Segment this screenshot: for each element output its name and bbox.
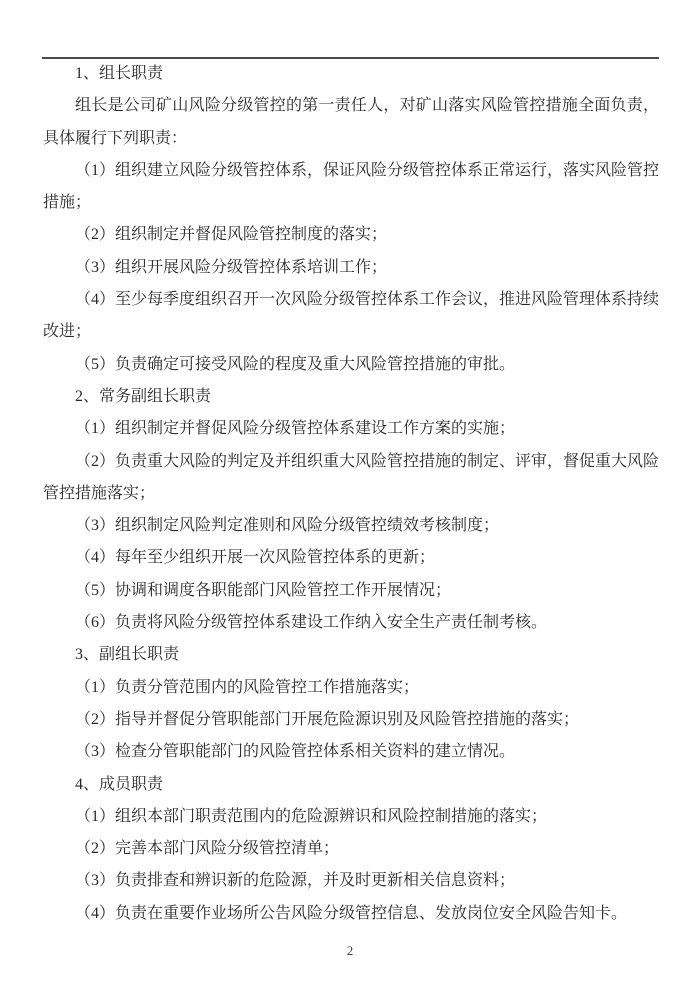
paragraph: （4）每年至少组织开展一次风险管控体系的更新；	[75, 549, 436, 567]
paragraph: （4）至少每季度组织召开一次风险分级管控体系工作会议，推进风险管理体系持续改进；	[43, 291, 660, 341]
document-body	[43, 58, 659, 930]
paragraph: 组长是公司矿山风险分级管控的第一责任人，对矿山落实风险管控措施全面负责，具体履行下列职责：	[43, 97, 659, 147]
paragraph: （3）组织制定风险判定准则和风险分级管控绩效考核制度；	[75, 517, 500, 535]
paragraph: （1）组织建立风险分级管控体系，保证风险分级管控体系正常运行，落实风险管控措施；	[43, 161, 660, 212]
paragraph: （1）组织制定并督促风险分级管控体系建设工作方案的实施；	[75, 420, 516, 438]
paragraph: （2）负责重大风险的判定及并组织重大风险管控措施的制定、评审，督促重大风险管控措施落实；	[43, 452, 660, 502]
paragraph: （3）组织开展风险分级管控体系培训工作；	[75, 258, 388, 276]
paragraph: 4、成员职责	[75, 775, 164, 793]
paragraph: （2）指导并督促分管职能部门开展危险源识别及风险管控措施的落实；	[75, 710, 580, 728]
paragraph: （6）负责将风险分级管控体系建设工作纳入安全生产责任制考核。	[75, 614, 548, 632]
paragraph: （5）负责确定可接受风险的程度及重大风险管控措施的审批。	[75, 355, 516, 373]
paragraph: 2、常务副组长职责	[75, 387, 212, 405]
paragraph: （4）负责在重要作业场所公告风险分级管控信息、发放岗位安全风险告知卡。	[75, 904, 628, 922]
paragraph: （2）组织制定并督促风险管控制度的落实；	[75, 226, 388, 244]
paragraph: 3、副组长职责	[75, 646, 180, 664]
paragraph: （5）协调和调度各职能部门风险管控工作开展情况；	[75, 581, 452, 599]
paragraph: 1、组长职责	[75, 65, 164, 82]
paragraph: （1）负责分管范围内的风险管控工作措施落实；	[75, 678, 420, 696]
page-number: 2	[346, 943, 354, 958]
paragraph: （1）组织本部门职责范围内的危险源辨识和风险控制措施的落实；	[75, 807, 548, 825]
paragraph: （2）完善本部门风险分级管控清单；	[75, 840, 340, 858]
paragraph: （3）负责排查和辨识新的危险源，并及时更新相关信息资料；	[75, 872, 516, 890]
paragraph: （3）检查分管职能部门的风险管控体系相关资料的建立情况。	[75, 743, 516, 761]
